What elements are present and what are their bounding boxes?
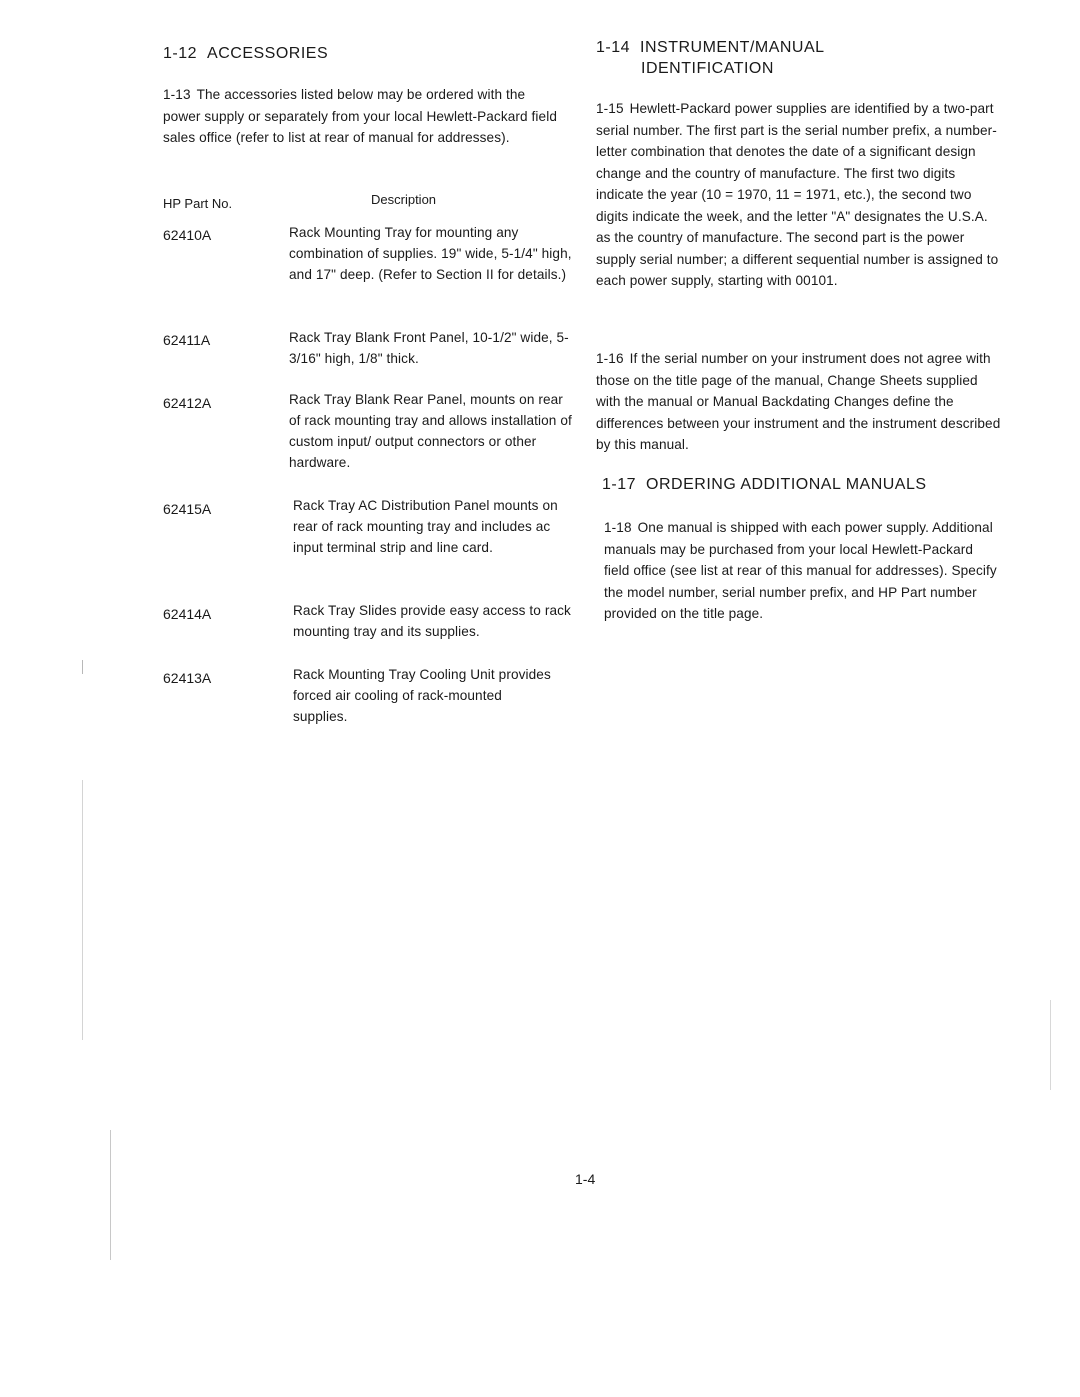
identification-paragraph (596, 98, 1001, 292)
paragraph-text: The accessories listed below may be ordered with the power supply or separately from your local Hewlett-Packard field sales office (refer to list at rear of manual for addresses). (163, 87, 557, 145)
scan-mark (82, 660, 83, 674)
part-description: Rack Tray Blank Front Panel, 10-1/2" wide, 5-3/16" high, 1/8" thick. (289, 330, 569, 366)
serial-mismatch-paragraph (596, 348, 1001, 456)
column-header-part: HP Part No. (163, 196, 233, 211)
part-description: Rack Tray AC Distribution Panel mounts on rear of rack mounting tray and includes ac input terminal strip and line card. (293, 498, 558, 555)
paragraph-text: If the serial number on your instrument does not agree with those on the title page of the manual, Change Sheets supplied with the manual or Manual Backdating Changes define the differences between your instrument and the instrument described by this manual. (596, 351, 1001, 452)
scan-mark (1050, 1000, 1051, 1090)
identification-heading (596, 37, 825, 79)
part-number: 62413A (163, 670, 212, 686)
paragraph-number: 1-15 (596, 101, 624, 116)
page-number: 1-4 (575, 1171, 596, 1187)
ordering-heading (602, 474, 927, 495)
accessories-intro (163, 84, 563, 149)
paragraph-number: 1-16 (596, 351, 624, 366)
part-number: 62414A (163, 606, 212, 622)
section-number: 1-12 (163, 45, 198, 62)
part-description: Rack Tray Blank Rear Panel, mounts on rear of rack mounting tray and allows installation of custom input/ output connectors or other hardware. (289, 392, 572, 470)
paragraph-number: 1-18 (604, 520, 632, 535)
paragraph-number: 1-13 (163, 87, 191, 102)
section-number: 1-17 (602, 476, 637, 493)
part-number: 62415A (163, 501, 212, 517)
scan-mark (110, 1130, 111, 1260)
part-description: Rack Mounting Tray for mounting any combination of supplies. 19" wide, 5-1/4" high, and 17" deep. (Refer to Section II for details.) (289, 225, 572, 282)
part-number: 62410A (163, 227, 212, 243)
paragraph-text: Hewlett-Packard power supplies are identified by a two-part serial number. The first part is the serial number prefix, a number-letter combination that denotes the date of a significant design change and the country of manufacture. The first two digits indicate the year (10 = 1970, 11 = 1971, etc.), the second two digits indicate the week, and the letter "A" designates the U.S.A. as the country of manufacture. The second part is the power supply serial number; a different sequential number is assigned to each power supply, starting with 00101. (596, 101, 999, 288)
paragraph-text: One manual is shipped with each power supply. Additional manuals may be purchased from your local Hewlett-Packard field office (see list at rear of this manual for addresses). Specify the model number, serial number prefix, and HP Part number provided on the title page. (604, 520, 997, 621)
part-number: 62411A (163, 332, 211, 348)
column-header-description: Description (371, 192, 437, 207)
section-title: ACCESSORIES (207, 45, 329, 62)
part-description: Rack Tray Slides provide easy access to rack mounting tray and its supplies. (293, 603, 571, 639)
part-number: 62412A (163, 395, 212, 411)
accessories-heading (163, 43, 328, 64)
section-number: 1-14 (596, 39, 631, 56)
part-description: Rack Mounting Tray Cooling Unit provides forced air cooling of rack-mounted supplies. (293, 667, 551, 724)
section-title: ORDERING ADDITIONAL MANUALS (646, 476, 927, 493)
ordering-paragraph (604, 517, 999, 625)
section-title-line2: IDENTIFICATION (641, 60, 774, 77)
scan-mark (82, 780, 83, 1040)
section-title-line1: INSTRUMENT/MANUAL (640, 39, 825, 56)
